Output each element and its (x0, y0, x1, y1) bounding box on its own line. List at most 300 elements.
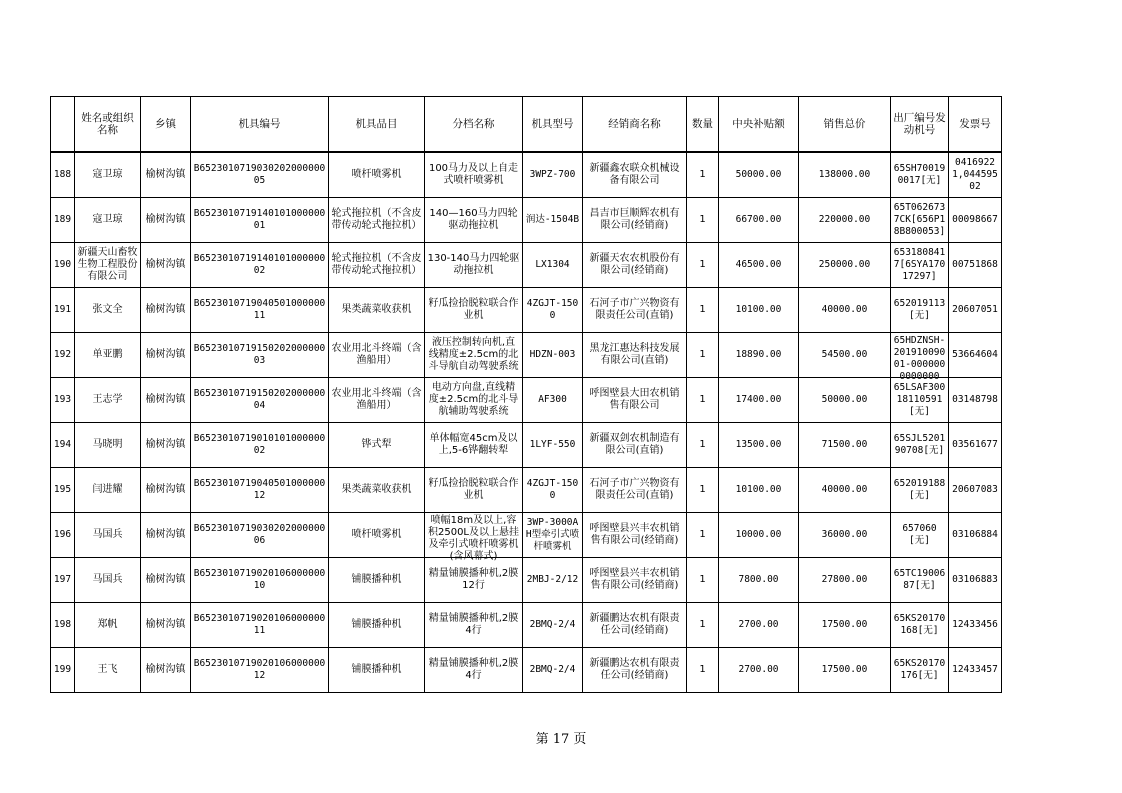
cell-text: 新疆鹏达农机有限责任公司(经销商) (589, 612, 680, 636)
cell-no (51, 152, 75, 197)
cell-text: 10100.00 (735, 303, 782, 315)
cell-text: 轮式拖拉机（不含皮带传动轮式拖拉机） (331, 252, 422, 276)
cell-qty (687, 467, 719, 512)
cell-qty (687, 377, 719, 422)
cell-text: 188 (53, 168, 72, 180)
cell-invoice (949, 287, 1002, 332)
cell-text: 榆树沟镇 (145, 393, 186, 405)
cell-text: B652301071902010600000012 (193, 657, 326, 681)
cell-text: 榆树沟镇 (145, 213, 186, 225)
cell-text: 50000.00 (735, 168, 782, 180)
cell-machine-id (191, 197, 329, 242)
cell-price (799, 512, 891, 557)
cell-dealer (583, 242, 687, 287)
cell-item (329, 512, 425, 557)
cell-qty (687, 152, 719, 197)
cell-text: 新疆天农农机股份有限公司(经销商) (589, 252, 680, 276)
cell-text: 喷杆喷雾机 (351, 168, 402, 180)
cell-item (329, 197, 425, 242)
cell-subsidy (719, 422, 799, 467)
cell-text: 石河子市广兴物资有限责任公司(直销) (589, 297, 680, 321)
cell-text: 榆树沟镇 (145, 168, 186, 180)
cell-no (51, 332, 75, 377)
cell-text: 18890.00 (735, 348, 782, 360)
cell-text: 1 (699, 393, 706, 405)
cell-town (141, 647, 191, 692)
column-header: 数量 (687, 97, 719, 153)
cell-model (523, 512, 583, 557)
table-row (51, 647, 1002, 692)
cell-text: 652019188[无] (893, 477, 946, 501)
cell-text: 198 (53, 618, 72, 630)
cell-text: 榆树沟镇 (145, 573, 186, 585)
page-num: 17 (552, 732, 570, 747)
cell-text: 657060[无] (902, 522, 937, 546)
cell-text: 马晓明 (92, 438, 123, 450)
cell-text: 652019113[无] (893, 297, 946, 321)
cell-text: B652301071914010100000001 (193, 207, 326, 231)
cell-text: 20607051 (952, 303, 998, 315)
cell-text: 榆树沟镇 (145, 348, 186, 360)
cell-text: 榆树沟镇 (145, 663, 186, 675)
cell-invoice (949, 422, 1002, 467)
cell-serial (891, 422, 949, 467)
cell-model (523, 332, 583, 377)
cell-text: 2BMQ-2/4 (529, 618, 576, 630)
cell-no (51, 557, 75, 602)
cell-grade (425, 647, 523, 692)
cell-dealer (583, 557, 687, 602)
cell-machine-id (191, 242, 329, 287)
cell-qty (687, 197, 719, 242)
cell-item (329, 557, 425, 602)
cell-item (329, 287, 425, 332)
cell-text: 呼图壁县兴丰农机销售有限公司(经销商) (589, 567, 680, 591)
cell-invoice (949, 197, 1002, 242)
cell-text: B652301071904050100000012 (193, 477, 326, 501)
cell-text: 140—160马力四轮驱动拖拉机 (429, 207, 518, 231)
cell-model (523, 377, 583, 422)
cell-item (329, 242, 425, 287)
cell-invoice (949, 332, 1002, 377)
cell-text: 195 (53, 483, 72, 495)
cell-text: 189 (53, 213, 72, 225)
cell-text: 马国兵 (92, 528, 123, 540)
cell-text: 农业用北斗终端（含渔船用） (331, 387, 422, 411)
table-row (51, 242, 1002, 287)
cell-text: 1LYF-550 (529, 438, 576, 450)
table-row (51, 512, 1002, 557)
cell-text: B652301071915020200000004 (193, 387, 326, 411)
cell-price (799, 467, 891, 512)
cell-text: 1 (699, 573, 706, 585)
cell-text: 2700.00 (738, 663, 779, 675)
cell-text: 250000.00 (818, 258, 871, 270)
cell-item (329, 602, 425, 647)
cell-text: 40000.00 (821, 303, 868, 315)
cell-qty (687, 287, 719, 332)
cell-grade (425, 197, 523, 242)
cell-machine-id (191, 602, 329, 647)
cell-text: 3WP-3000AH型牵引式喷杆喷雾机 (525, 516, 580, 552)
cell-serial (891, 647, 949, 692)
cell-text: 1 (699, 483, 706, 495)
cell-text: 1 (699, 213, 706, 225)
cell-text: 郑帆 (97, 618, 118, 630)
cell-invoice (949, 557, 1002, 602)
cell-text: 17500.00 (821, 618, 868, 630)
cell-text: 1 (699, 438, 706, 450)
cell-text: 194 (53, 438, 72, 450)
cell-text: 润达-1504B (525, 213, 580, 225)
cell-price (799, 557, 891, 602)
cell-town (141, 422, 191, 467)
cell-text: 1 (699, 618, 706, 630)
cell-town (141, 152, 191, 197)
cell-text: 12433457 (952, 663, 998, 675)
cell-model (523, 242, 583, 287)
cell-item (329, 152, 425, 197)
cell-invoice (949, 647, 1002, 692)
cell-text: 果类蔬菜收获机 (341, 483, 412, 495)
cell-price (799, 152, 891, 197)
column-header: 机具编号 (191, 97, 329, 153)
cell-name (75, 332, 141, 377)
cell-model (523, 467, 583, 512)
cell-subsidy (719, 602, 799, 647)
cell-text: B652301071902010600000011 (193, 612, 326, 636)
cell-grade (425, 242, 523, 287)
cell-machine-id (191, 467, 329, 512)
cell-text: 精量铺膜播种机,2膜4行 (428, 612, 519, 636)
cell-name (75, 377, 141, 422)
cell-model (523, 422, 583, 467)
cell-text: 昌吉市巨顺辉农机有限公司(经销商) (589, 207, 680, 231)
cell-text: 13500.00 (735, 438, 782, 450)
cell-text: 138000.00 (818, 168, 871, 180)
cell-text: 190 (53, 258, 72, 270)
cell-grade (425, 152, 523, 197)
cell-serial (891, 602, 949, 647)
cell-text: 71500.00 (821, 438, 868, 450)
cell-text: 铺膜播种机 (351, 663, 402, 675)
cell-text: 27800.00 (821, 573, 868, 585)
cell-serial (891, 287, 949, 332)
cell-text: 00751868 (952, 258, 998, 270)
cell-text: B652301071903020200000005 (193, 162, 326, 186)
subsidy-table (50, 96, 1002, 693)
cell-machine-id (191, 332, 329, 377)
table-body (51, 152, 1002, 692)
cell-subsidy (719, 197, 799, 242)
cell-dealer (583, 422, 687, 467)
table-row (51, 332, 1002, 377)
cell-grade (425, 512, 523, 562)
cell-subsidy (719, 647, 799, 692)
cell-text: 03106883 (952, 573, 998, 585)
cell-text: 榆树沟镇 (145, 258, 186, 270)
cell-model (523, 557, 583, 602)
cell-invoice (949, 242, 1002, 287)
cell-text: 03561677 (952, 438, 998, 450)
cell-text: 1 (699, 168, 706, 180)
cell-no (51, 422, 75, 467)
cell-dealer (583, 602, 687, 647)
column-header: 机具型号 (523, 97, 583, 153)
cell-serial (891, 242, 949, 287)
cell-item (329, 467, 425, 512)
cell-price (799, 602, 891, 647)
cell-text: 65KS20170176[无] (893, 657, 946, 681)
cell-qty (687, 332, 719, 377)
cell-text: 03148798 (952, 393, 998, 405)
cell-name (75, 422, 141, 467)
cell-name (75, 467, 141, 512)
cell-text: 精量铺膜播种机,2膜4行 (428, 657, 519, 681)
cell-text: 榆树沟镇 (145, 438, 186, 450)
cell-text: 65TC1900687[无] (893, 567, 946, 591)
cell-machine-id (191, 512, 329, 557)
cell-text: 65SH700190017[无] (893, 162, 946, 186)
table-row (51, 467, 1002, 512)
cell-no (51, 377, 75, 422)
cell-name (75, 152, 141, 197)
table-row (51, 287, 1002, 332)
cell-item (329, 377, 425, 422)
cell-no (51, 602, 75, 647)
cell-qty (687, 647, 719, 692)
cell-text: 籽瓜捡拾脱粒联合作业机 (428, 477, 519, 501)
cell-text: 54500.00 (821, 348, 868, 360)
cell-dealer (583, 152, 687, 197)
cell-text: 新疆鹏达农机有限责任公司(经销商) (589, 657, 680, 681)
cell-machine-id (191, 422, 329, 467)
cell-text: 192 (53, 348, 72, 360)
cell-text: 单体幅宽45cm及以上,5-6铧翻转犁 (429, 432, 518, 456)
cell-text: 液压控制转向机,直线精度±2.5cm的北斗导航自动驾驶系统 (428, 336, 519, 372)
cell-qty (687, 557, 719, 602)
cell-text: 3WPZ-700 (529, 168, 576, 180)
cell-text: 53664604 (952, 348, 998, 360)
cell-text: 呼图壁县大田农机销售有限公司 (589, 387, 680, 411)
cell-text: 榆树沟镇 (145, 483, 186, 495)
cell-grade (425, 422, 523, 467)
cell-model (523, 602, 583, 647)
cell-qty (687, 242, 719, 287)
cell-town (141, 467, 191, 512)
cell-name (75, 242, 141, 287)
cell-serial (891, 512, 949, 557)
cell-text: 65SJL520190708[无] (893, 432, 946, 456)
cell-town (141, 197, 191, 242)
cell-serial (891, 467, 949, 512)
cell-text: 1 (699, 528, 706, 540)
cell-text: 呼图壁县兴丰农机销售有限公司(经销商) (589, 522, 680, 546)
cell-grade (425, 467, 523, 512)
page-prefix: 第 (535, 732, 549, 747)
column-header: 机具品目 (329, 97, 425, 153)
cell-item (329, 332, 425, 377)
cell-text: 铺膜播种机 (351, 573, 402, 585)
cell-subsidy (719, 152, 799, 197)
cell-no (51, 512, 75, 557)
column-header: 姓名或组织名称 (75, 97, 141, 153)
cell-text: 03106884 (952, 528, 998, 540)
cell-invoice (949, 152, 1002, 197)
cell-invoice (949, 467, 1002, 512)
cell-subsidy (719, 557, 799, 602)
cell-text: 10000.00 (735, 528, 782, 540)
cell-no (51, 197, 75, 242)
cell-text: 寇卫琼 (92, 168, 123, 180)
cell-machine-id (191, 152, 329, 197)
cell-name (75, 197, 141, 242)
column-header: 销售总价 (799, 97, 891, 153)
cell-serial (891, 332, 949, 382)
column-header: 发票号 (949, 97, 1002, 153)
cell-subsidy (719, 377, 799, 422)
cell-model (523, 647, 583, 692)
cell-name (75, 602, 141, 647)
cell-model (523, 152, 583, 197)
cell-text: AF300 (538, 393, 567, 405)
table-row (51, 197, 1002, 242)
cell-name (75, 512, 141, 557)
cell-subsidy (719, 242, 799, 287)
cell-invoice (949, 512, 1002, 557)
table-header (51, 97, 1002, 153)
cell-text: 10100.00 (735, 483, 782, 495)
cell-text: 220000.00 (818, 213, 871, 225)
cell-text: 闫进耀 (92, 483, 123, 495)
cell-text: 新疆双剑农机制造有限公司(直销) (589, 432, 680, 456)
cell-text: B652301071915020200000003 (193, 342, 326, 366)
page-suffix: 页 (573, 732, 587, 747)
cell-price (799, 377, 891, 422)
cell-text: 1 (699, 303, 706, 315)
cell-text: 46500.00 (735, 258, 782, 270)
cell-text: 榆树沟镇 (145, 618, 186, 630)
cell-text: 铧式犁 (361, 438, 392, 450)
cell-no (51, 242, 75, 287)
cell-invoice (949, 377, 1002, 422)
cell-text: 130-140马力四轮驱动拖拉机 (427, 252, 520, 276)
cell-text: 20607083 (952, 483, 998, 495)
cell-grade (425, 377, 523, 422)
cell-serial (891, 197, 949, 242)
page-number (0, 728, 1122, 747)
cell-text: 新疆天山畜牧生物工程股份有限公司 (77, 246, 138, 282)
cell-town (141, 512, 191, 557)
table-row (51, 557, 1002, 602)
column-header: 出厂编号发动机号 (891, 97, 949, 153)
cell-no (51, 647, 75, 692)
cell-price (799, 197, 891, 242)
cell-text: 4ZGJT-1500 (526, 297, 579, 321)
column-header: 中央补贴额 (719, 97, 799, 153)
cell-price (799, 422, 891, 467)
cell-price (799, 242, 891, 287)
table-row (51, 377, 1002, 422)
cell-price (799, 287, 891, 332)
cell-text: 王志学 (92, 393, 123, 405)
cell-machine-id (191, 557, 329, 602)
cell-qty (687, 602, 719, 647)
cell-text: LX1304 (535, 258, 570, 270)
cell-text: 榆树沟镇 (145, 303, 186, 315)
cell-text: 12433456 (952, 618, 998, 630)
cell-text: 铺膜播种机 (351, 618, 402, 630)
cell-text: B652301071904050100000011 (193, 297, 326, 321)
cell-text: 2700.00 (738, 618, 779, 630)
table-row (51, 152, 1002, 197)
cell-text: 榆树沟镇 (145, 528, 186, 540)
cell-text: 199 (53, 663, 72, 675)
cell-text: 王飞 (97, 663, 118, 675)
cell-name (75, 647, 141, 692)
cell-text: 04169221,04459502 (952, 156, 998, 192)
cell-text: 1 (699, 258, 706, 270)
cell-price (799, 332, 891, 377)
cell-dealer (583, 332, 687, 377)
cell-text: HDZN-003 (529, 348, 576, 360)
column-header: 乡镇 (141, 97, 191, 153)
cell-text: 65KS20170168[无] (893, 612, 946, 636)
cell-no (51, 467, 75, 512)
cell-serial (891, 152, 949, 197)
cell-text: 黑龙江惠达科技发展有限公司(直销) (589, 342, 680, 366)
cell-text: 喷幅18m及以上,容积2500L及以上悬挂及牵引式喷杆喷雾机(含风幕式) (427, 514, 520, 562)
column-header (51, 97, 75, 153)
cell-grade (425, 287, 523, 332)
cell-dealer (583, 377, 687, 422)
cell-text: 100马力及以上自走式喷杆喷雾机 (428, 162, 519, 186)
cell-text: 籽瓜捡拾脱粒联合作业机 (428, 297, 519, 321)
cell-text: 196 (53, 528, 72, 540)
cell-text: 66700.00 (735, 213, 782, 225)
table-row (51, 602, 1002, 647)
header-row (51, 97, 1002, 153)
cell-text: 65T0626737CK[656P18B800053] (893, 201, 946, 237)
cell-no (51, 287, 75, 332)
cell-item (329, 422, 425, 467)
cell-name (75, 287, 141, 332)
column-header: 经销商名称 (583, 97, 687, 153)
cell-town (141, 602, 191, 647)
cell-qty (687, 512, 719, 557)
cell-text: 石河子市广兴物资有限责任公司(直销) (589, 477, 680, 501)
cell-dealer (583, 647, 687, 692)
cell-grade (425, 332, 523, 377)
cell-text: 张文全 (92, 303, 123, 315)
cell-town (141, 242, 191, 287)
cell-town (141, 332, 191, 377)
cell-text: 新疆鑫农联众机械设备有限公司 (589, 162, 680, 186)
cell-text: 1 (699, 663, 706, 675)
cell-grade (425, 557, 523, 602)
cell-subsidy (719, 332, 799, 377)
cell-text: 17400.00 (735, 393, 782, 405)
cell-text: B652301071902010600000010 (193, 567, 326, 591)
cell-text: 马国兵 (92, 573, 123, 585)
cell-town (141, 557, 191, 602)
cell-dealer (583, 467, 687, 512)
cell-text: 65LSAF30018110591[无] (893, 381, 946, 417)
cell-text: B652301071903020200000006 (193, 522, 326, 546)
cell-text: 2BMQ-2/4 (529, 663, 576, 675)
cell-subsidy (719, 287, 799, 332)
cell-name (75, 557, 141, 602)
